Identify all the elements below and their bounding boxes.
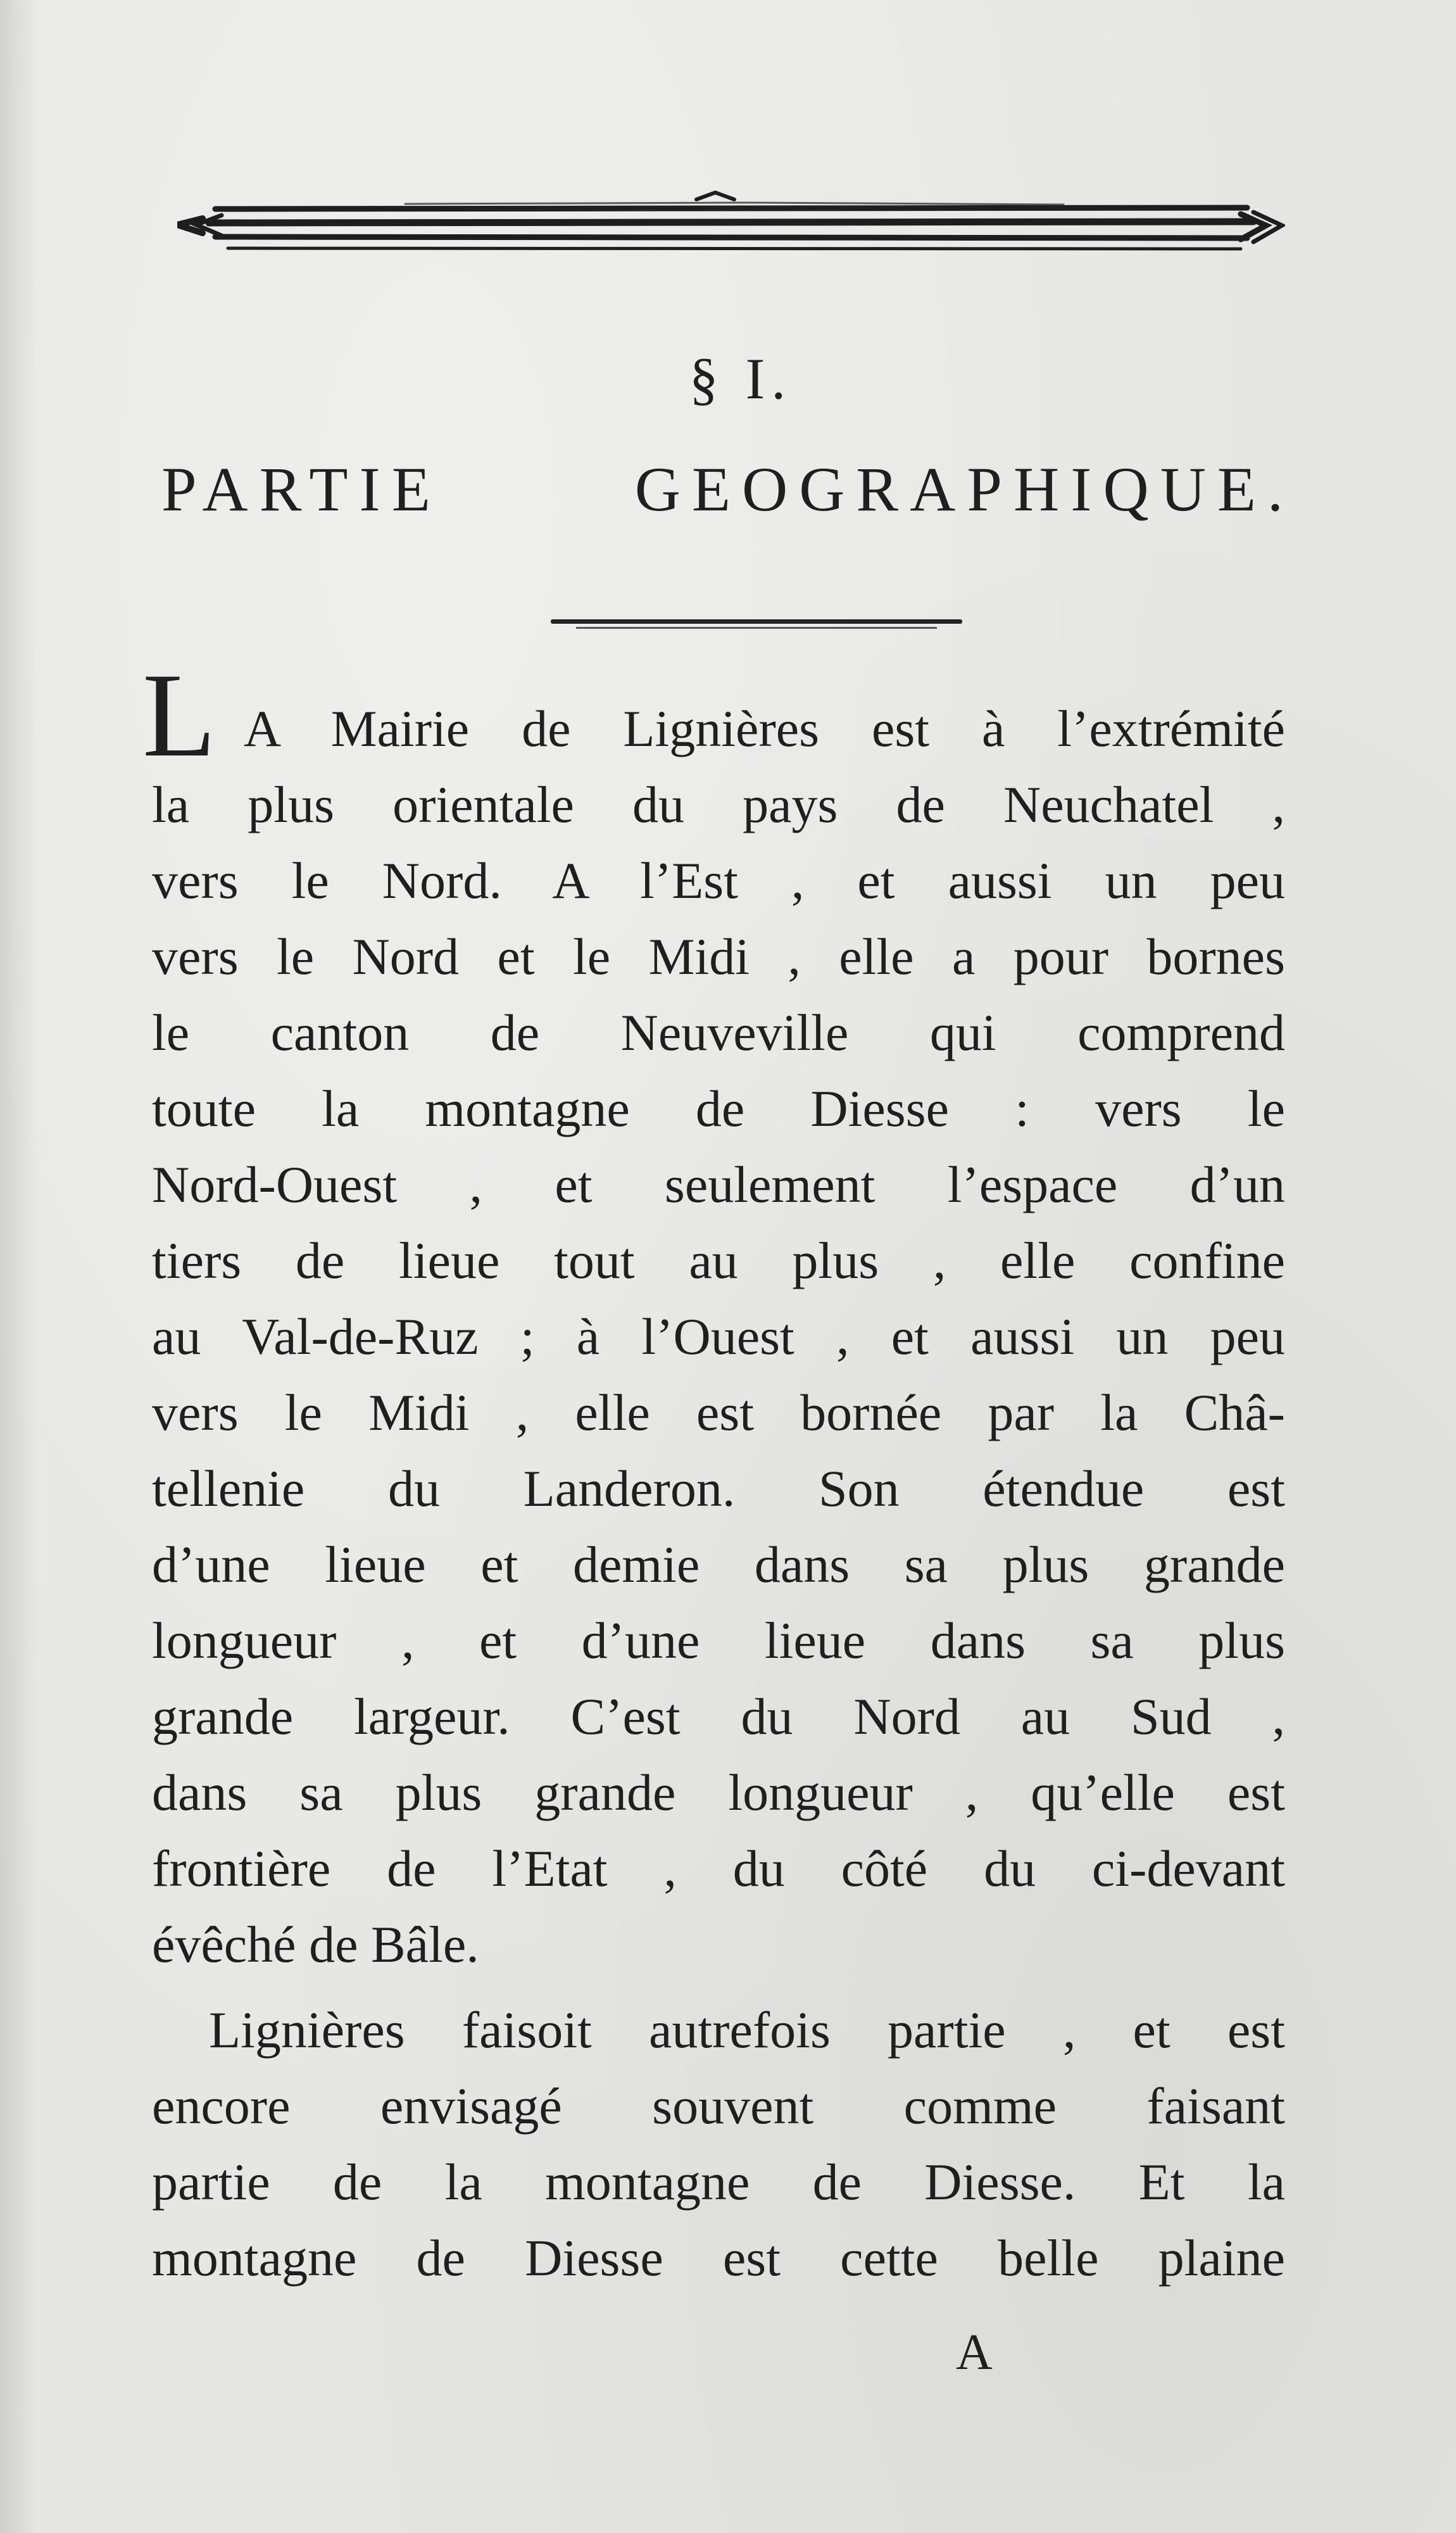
- text-line: la plus orientale du pays de Neuchatel ,: [152, 776, 1285, 833]
- text-line: évêché de Bâle.: [152, 1916, 479, 1973]
- title-underline: [551, 619, 962, 624]
- text-line: longueur , et d’une lieue dans sa plus: [152, 1612, 1285, 1669]
- text-line: le canton de Neuveville qui comprend: [152, 1004, 1285, 1061]
- text-line: dans sa plus grande longueur , qu’elle est: [152, 1764, 1285, 1821]
- text-line: Nord-Ouest , et seulement l’espace d’un: [152, 1156, 1285, 1213]
- text-line: frontière de l’Etat , du côté du ci-devant: [152, 1840, 1285, 1897]
- text-line: vers le Midi , elle est bornée par la Châ-: [152, 1384, 1285, 1441]
- text-line: Lignières faisoit autrefois partie , et est: [209, 2001, 1285, 2059]
- text-line: au Val-de-Ruz ; à l’Ouest , et aussi un peu: [152, 1308, 1285, 1365]
- text-line: encore envisagé souvent comme faisant: [152, 2077, 1285, 2135]
- text-line: A Mairie de Lignières est à l’extrémité: [244, 700, 1285, 757]
- catchword: A: [956, 2325, 993, 2380]
- text-line: tellenie du Landeron. Son étendue est: [152, 1460, 1285, 1517]
- ornamental-rule: [177, 184, 1285, 266]
- text-line: toute la montagne de Diesse : vers le: [152, 1080, 1285, 1137]
- text-line: d’une lieue et demie dans sa plus grande: [152, 1536, 1285, 1593]
- text-line: vers le Nord. A l’Est , et aussi un peu: [152, 852, 1285, 909]
- drop-cap: L: [142, 649, 217, 782]
- text-line: grande largeur. C’est du Nord au Sud ,: [152, 1688, 1285, 1745]
- text-line: partie de la montagne de Diesse. Et la: [152, 2153, 1285, 2211]
- text-line: montagne de Diesse est cette belle plaine: [152, 2229, 1285, 2287]
- section-number: § I.: [689, 346, 793, 411]
- text-line: vers le Nord et le Midi , elle a pour bornes: [152, 928, 1285, 985]
- part-title: PARTIE GEOGRAPHIQUE.: [161, 454, 1295, 524]
- text-line: tiers de lieue tout au plus , elle confine: [152, 1232, 1285, 1289]
